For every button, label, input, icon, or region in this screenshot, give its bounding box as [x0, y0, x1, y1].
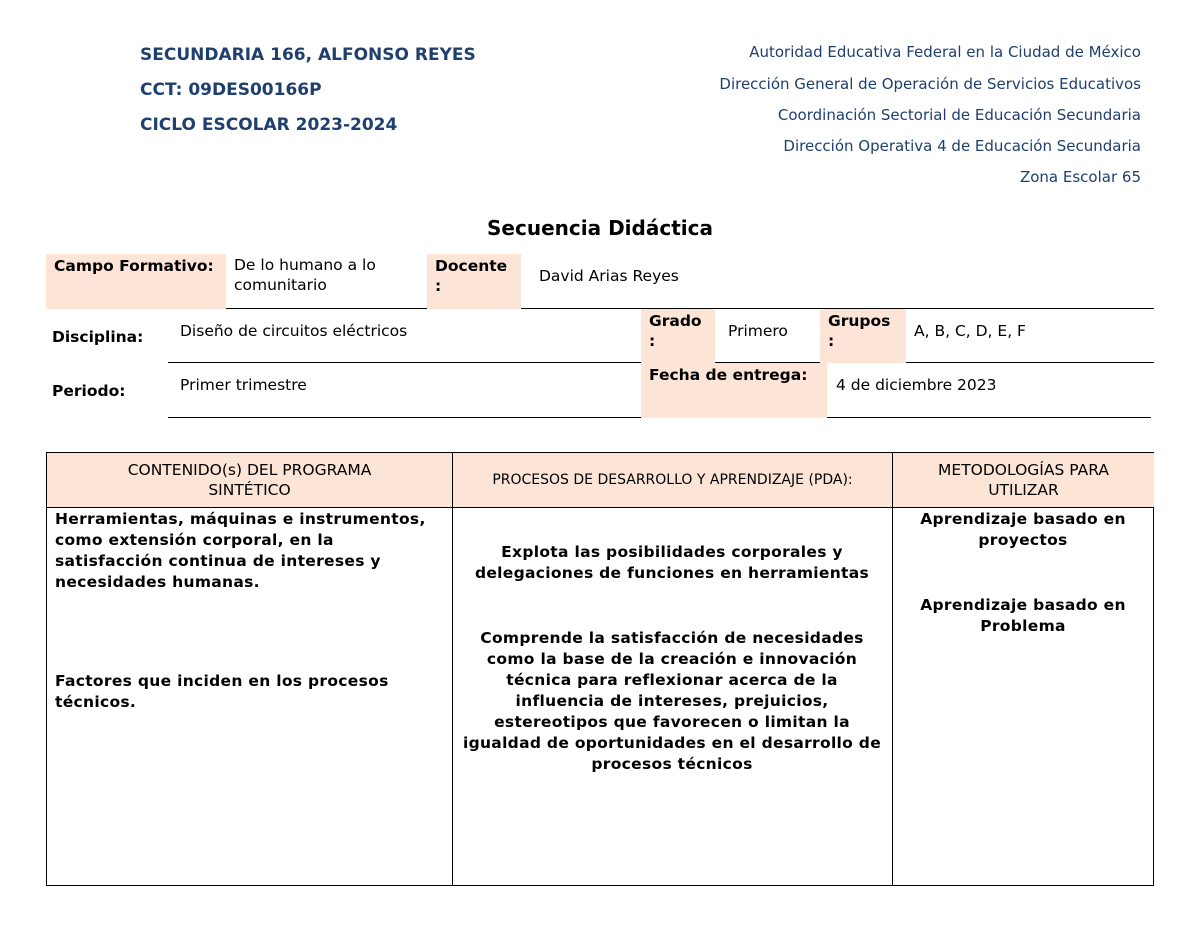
- contenido-item-2: Factores que inciden en los procesos técnicos.: [55, 672, 389, 711]
- authority-line-1: Autoridad Educativa Federal en la Ciudad de México: [749, 43, 1141, 61]
- periodo-value: Primer trimestre: [180, 375, 307, 394]
- disciplina-value: Diseño de circuitos eléctricos: [180, 321, 408, 340]
- sequence-table: [46, 452, 1154, 886]
- header-pda: PROCESOS DE DESARROLLO Y APRENDIZAJE (PDA):: [453, 453, 892, 507]
- contenido-item-1: Herramientas, máquinas e instrumentos, como extensión corporal, en la satisfacción continua de intereses y necesidades humanas.: [55, 510, 426, 591]
- campo-formativo-value: De lo humano a lo comunitario: [234, 256, 376, 294]
- grupos-value: A, B, C, D, E, F: [914, 321, 1026, 340]
- authority-line-4: Dirección Operativa 4 de Educación Secundaria: [783, 137, 1141, 155]
- document-title: Secuencia Didáctica: [487, 216, 713, 240]
- cct-code: CCT: 09DES00166P: [140, 80, 322, 100]
- header-contenido: CONTENIDO(s) DEL PROGRAMA SINTÉTICO: [47, 453, 452, 507]
- school-name: SECUNDARIA 166, ALFONSO REYES: [140, 45, 476, 65]
- authority-line-3: Coordinación Sectorial de Educación Secundaria: [777, 106, 1141, 124]
- campo-formativo-label: Campo Formativo:: [46, 254, 226, 309]
- disciplina-label: Disciplina:: [52, 327, 144, 346]
- pda-item-1: Explota las posibilidades corporales y delegaciones de funciones en herramientas: [474, 543, 870, 582]
- authority-line-5: Zona Escolar 65: [1019, 168, 1141, 186]
- docente-value: David Arias Reyes: [539, 267, 679, 285]
- authority-line-2: Dirección General de Operación de Servicios Educativos: [719, 75, 1141, 93]
- school-cycle: CICLO ESCOLAR 2023-2024: [140, 115, 398, 135]
- fecha-entrega-label: Fecha de entrega:: [641, 363, 827, 418]
- pda-item-2: Comprende la satisfacción de necesidades como la base de la creación e innovación técnica para reflexionar acerca de la influencia de intereses, prejuicios, estereotipos que favorecen o limitan la igualdad de oportunidades en el desarrollo de procesos técnicos: [462, 629, 882, 773]
- fecha-entrega-value: 4 de diciembre 2023: [836, 375, 997, 394]
- periodo-label: Periodo:: [52, 381, 126, 400]
- grado-value: Primero: [728, 321, 788, 340]
- grado-label: Grado :: [641, 309, 715, 363]
- header-metodologias: METODOLOGÍAS PARA UTILIZAR: [893, 453, 1154, 507]
- docente-label: Docente :: [427, 254, 521, 309]
- grupos-label: Grupos :: [820, 309, 906, 363]
- metodologia-item-1: Aprendizaje basado en proyectos: [920, 510, 1126, 549]
- metodologia-item-2: Aprendizaje basado en Problema: [920, 596, 1126, 635]
